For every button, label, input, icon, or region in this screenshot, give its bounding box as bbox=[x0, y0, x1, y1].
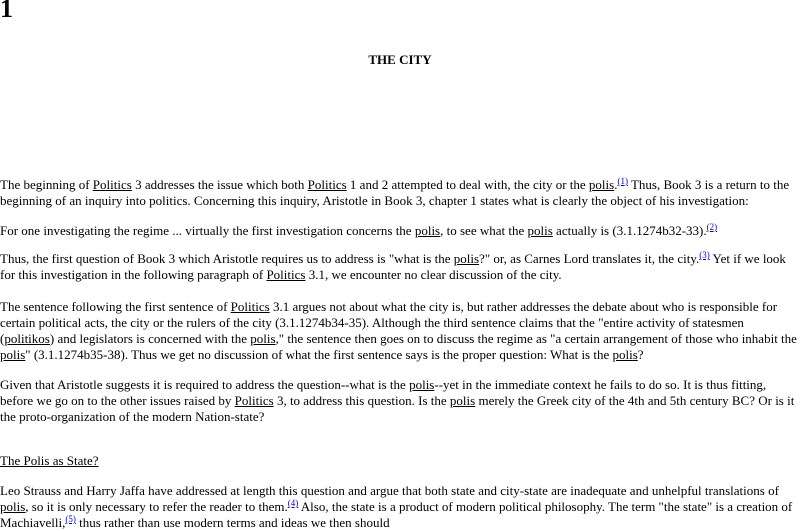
footnote-link-5[interactable]: (5) bbox=[65, 514, 76, 524]
footnote-link-4[interactable]: (4) bbox=[287, 498, 299, 508]
footnote-link-3[interactable]: (3) bbox=[699, 250, 710, 260]
paragraph-5: Given that Aristotle suggests it is required to address the question--what is the polis--yet in the immediate context he fails to do so. It is thus fitting, before we go on to the other issues raised by Politics 3, to address this question. Is the polis merely the Greek city of the 4th and 5th century BC? Or is it the proto-organization of the modern Nation-state? bbox=[0, 377, 795, 424]
paragraph-3: Thus, the first question of Book 3 which Aristotle requires us to address is "what is the polis?" or, as Carnes Lord translates it, the city.$^{(3)}$ Yet if we look for this investigation in the following paragraph of Politics 3.1, we encounter no clear discussion of the city. bbox=[0, 250, 786, 282]
footnote-link-1[interactable]: (1) bbox=[617, 176, 628, 186]
chapter-number: 1 bbox=[0, 0, 13, 23]
section-heading: The Polis as State? bbox=[0, 453, 99, 468]
chapter-title: THE CITY bbox=[368, 52, 432, 67]
paragraph-6: Leo Strauss and Harry Jaffa have addressed at length this question and argue that both state and city-state are inadequate and unhelpful translations of polis, so it is only necessary to refer the reader to them.$^{(4)}$ Also, the state is a product of modern political philosophy. The term "the state" is a creation of Machiavelli,$^{(5)}$ thus rather than use modern terms and ideas we then should bbox=[0, 483, 793, 530]
paragraph-4: The sentence following the first sentence of Politics 3.1 argues not about what the city is, but rather addresses the debate about who is responsible for certain political acts, the city or the rulers of the city (3.1.1274b34-35). Although the third sentence claims that the "entire activity of statesmen (politikos) and legislators is concerned with the polis," the sentence then goes on to discuss the regime as "a certain arrangement of those who inhabit the polis" (3.1.1274b35-38). Thus we get no discussion of what the first sentence says is the proper question: What is the polis? bbox=[0, 299, 797, 362]
body-text bbox=[0, 177, 798, 531]
footnote-link-2[interactable]: (2) bbox=[706, 222, 718, 232]
italic-title: Politics bbox=[92, 177, 132, 192]
paragraph-quote: For one investigating the regime ... virtually the first investigation concerns the polis, to see what the polis actually is (3.1.1274b32-33).$^{(2)}$ bbox=[0, 222, 718, 238]
paragraph-1: The beginning of Politics 3 addresses the issue which both Politics 1 and 2 attempted to deal with, the city or the polis.$^{(1)}$ Thus, Book 3 is a return to the beginning of an inquiry into politics. Concerning this inquiry, Aristotle in Book 3, chapter 1 states what is clearly the object of his investigation: bbox=[0, 176, 790, 208]
